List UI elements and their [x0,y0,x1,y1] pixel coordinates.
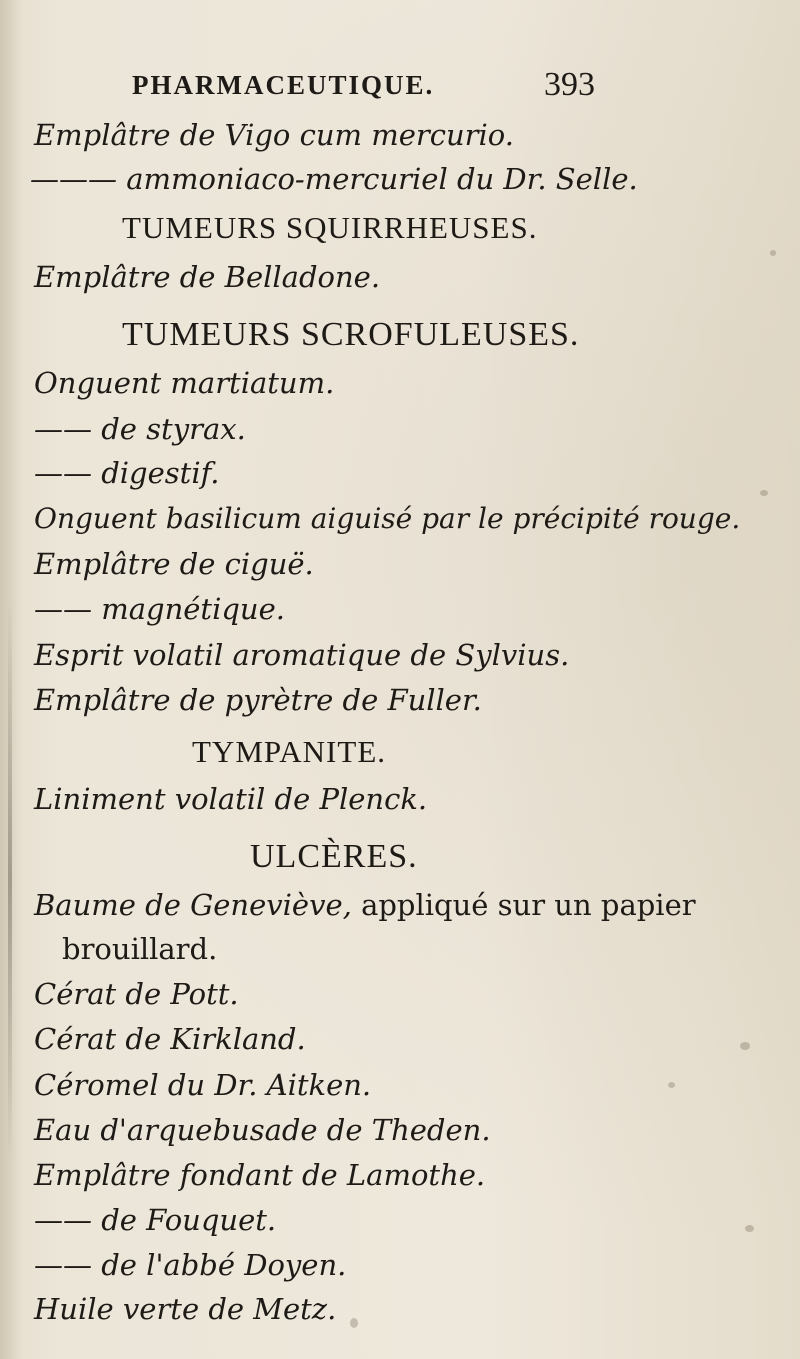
entry-esprit-volatil: Esprit volatil aromatique de Sylvius. [34,638,570,672]
heading-tympanite: TYMPANITE. [192,734,387,769]
heading-tumeurs-scrofuleuses: TUMEURS SCROFULEUSES. [122,316,580,353]
page-edge-shadow [8,600,12,1160]
entry-emplatre-cigue: Emplâtre de ciguë. [34,547,314,581]
heading-ulceres: ULCÈRES. [250,838,418,875]
entry-cerat-pott: Cérat de Pott. [34,977,239,1011]
entry-liniment: Liniment volatil de Plenck. [34,782,428,816]
entry-emplatre-lamothe: Emplâtre fondant de Lamothe. [34,1158,486,1192]
paper-speck [350,1318,358,1328]
entry-ammoniaco: ——— ammoniaco-mercuriel du Dr. Selle. [30,162,638,196]
entry-onguent-basilicum: Onguent basilicum aiguisé par le précipité rouge. [34,502,741,535]
baume-roman-text: appliqué sur un papier [361,888,696,922]
entry-huile-verte: Huile verte de Metz. [34,1292,337,1326]
running-title: PHARMACEUTIQUE. [132,70,435,100]
heading-tumeurs-squirrheuses: TUMEURS SQUIRRHEUSES. [122,210,538,245]
entry-emplatre-vigo: Emplâtre de Vigo cum mercurio. [34,118,514,152]
paper-speck [745,1225,754,1232]
entry-ceromel: Céromel du Dr. Aitken. [34,1068,372,1102]
entry-abbe-doyen: —— de l'abbé Doyen. [34,1248,347,1282]
entry-styrax: —— de styrax. [34,412,246,446]
paper-speck [740,1042,750,1050]
entry-baume-genevieve [34,888,696,922]
entry-emplatre-pyretre: Emplâtre de pyrètre de Fuller. [34,683,482,717]
entry-eau-arquebusade: Eau d'arquebusade de Theden. [34,1113,491,1147]
entry-fouquet: —— de Fouquet. [34,1203,277,1237]
entry-onguent-martiatum: Onguent martiatum. [34,366,335,400]
paper-speck [770,250,776,256]
entry-digestif: —— digestif. [34,456,220,490]
entry-emplatre-belladone: Emplâtre de Belladone. [34,260,381,294]
entry-magnetique: —— magnétique. [34,592,285,626]
entry-cerat-kirkland: Cérat de Kirkland. [34,1022,306,1056]
paper-speck [760,490,768,496]
entry-brouillard: brouillard. [62,932,218,966]
page-number: 393 [544,66,595,103]
baume-italic-text: Baume de Geneviève, [34,888,352,922]
paper-speck [668,1082,675,1088]
